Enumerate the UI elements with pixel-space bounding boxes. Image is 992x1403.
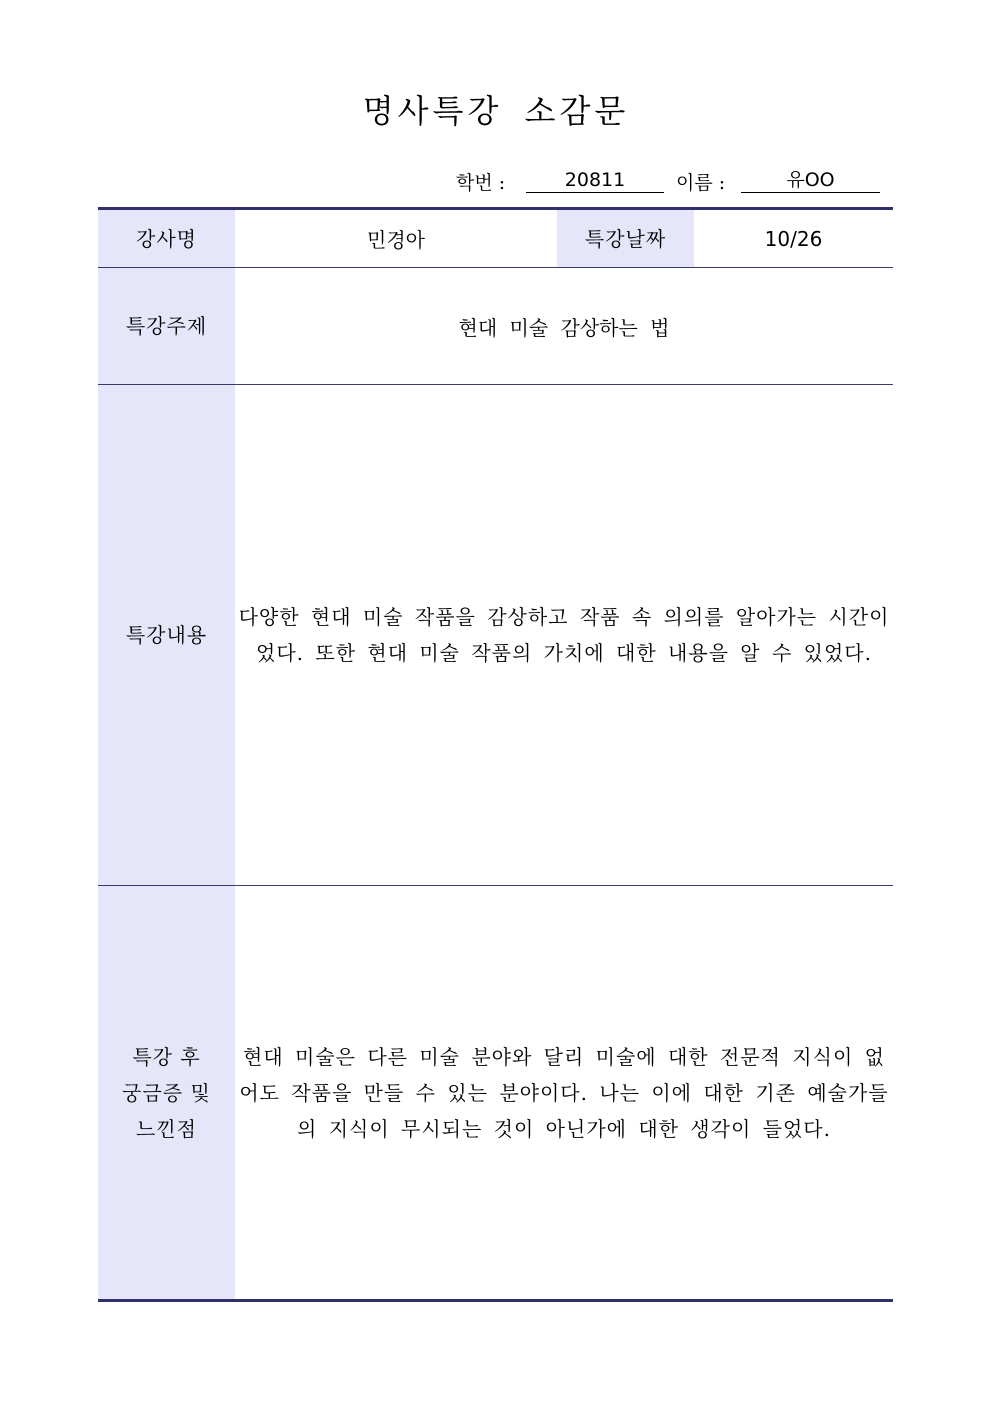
reflection-value[interactable]: 현대 미술은 다른 미술 분야와 달리 미술에 대한 전문적 지식이 없어도 작품을 만들 수 있는 분야이다. 나는 이에 대한 기존 예술가들의 지식이 무시되는 것이 아닌가에 대한 생각이 들었다. <box>239 1044 889 1141</box>
topic-value[interactable]: 현대 미술 감상하는 법 <box>235 268 893 385</box>
content-label: 특강내용 <box>98 385 235 886</box>
lecturer-label: 강사명 <box>98 209 235 268</box>
student-name-label: 이름 : <box>676 172 726 194</box>
content-value[interactable]: 다양한 현대 미술 작품을 감상하고 작품 속 의의를 알아가는 시간이었다. 또한 현대 미술 작품의 가치에 대한 내용을 알 수 있었다. <box>235 385 893 886</box>
student-id-field[interactable]: 20811 <box>526 168 664 193</box>
topic-row <box>98 268 893 385</box>
reflection-form <box>98 207 893 1302</box>
reflection-label <box>98 886 235 1301</box>
reflection-row <box>98 886 893 1301</box>
document-title: 명사특강 소감문 <box>362 92 630 130</box>
content-row <box>98 385 893 886</box>
lecturer-row <box>98 209 893 268</box>
lecturer-value[interactable]: 민경아 <box>235 209 557 268</box>
reflection-label-line3: 느낀점 <box>136 1116 197 1141</box>
reflection-label-line1: 특강 후 <box>132 1044 201 1069</box>
student-id-label: 학번 : <box>456 172 506 194</box>
reflection-label-line2: 궁금증 및 <box>122 1080 211 1105</box>
topic-label: 특강주제 <box>98 268 235 385</box>
date-label: 특강날짜 <box>557 209 694 268</box>
student-name-field[interactable]: 유OO <box>741 168 880 193</box>
date-value[interactable]: 10/26 <box>694 209 893 268</box>
